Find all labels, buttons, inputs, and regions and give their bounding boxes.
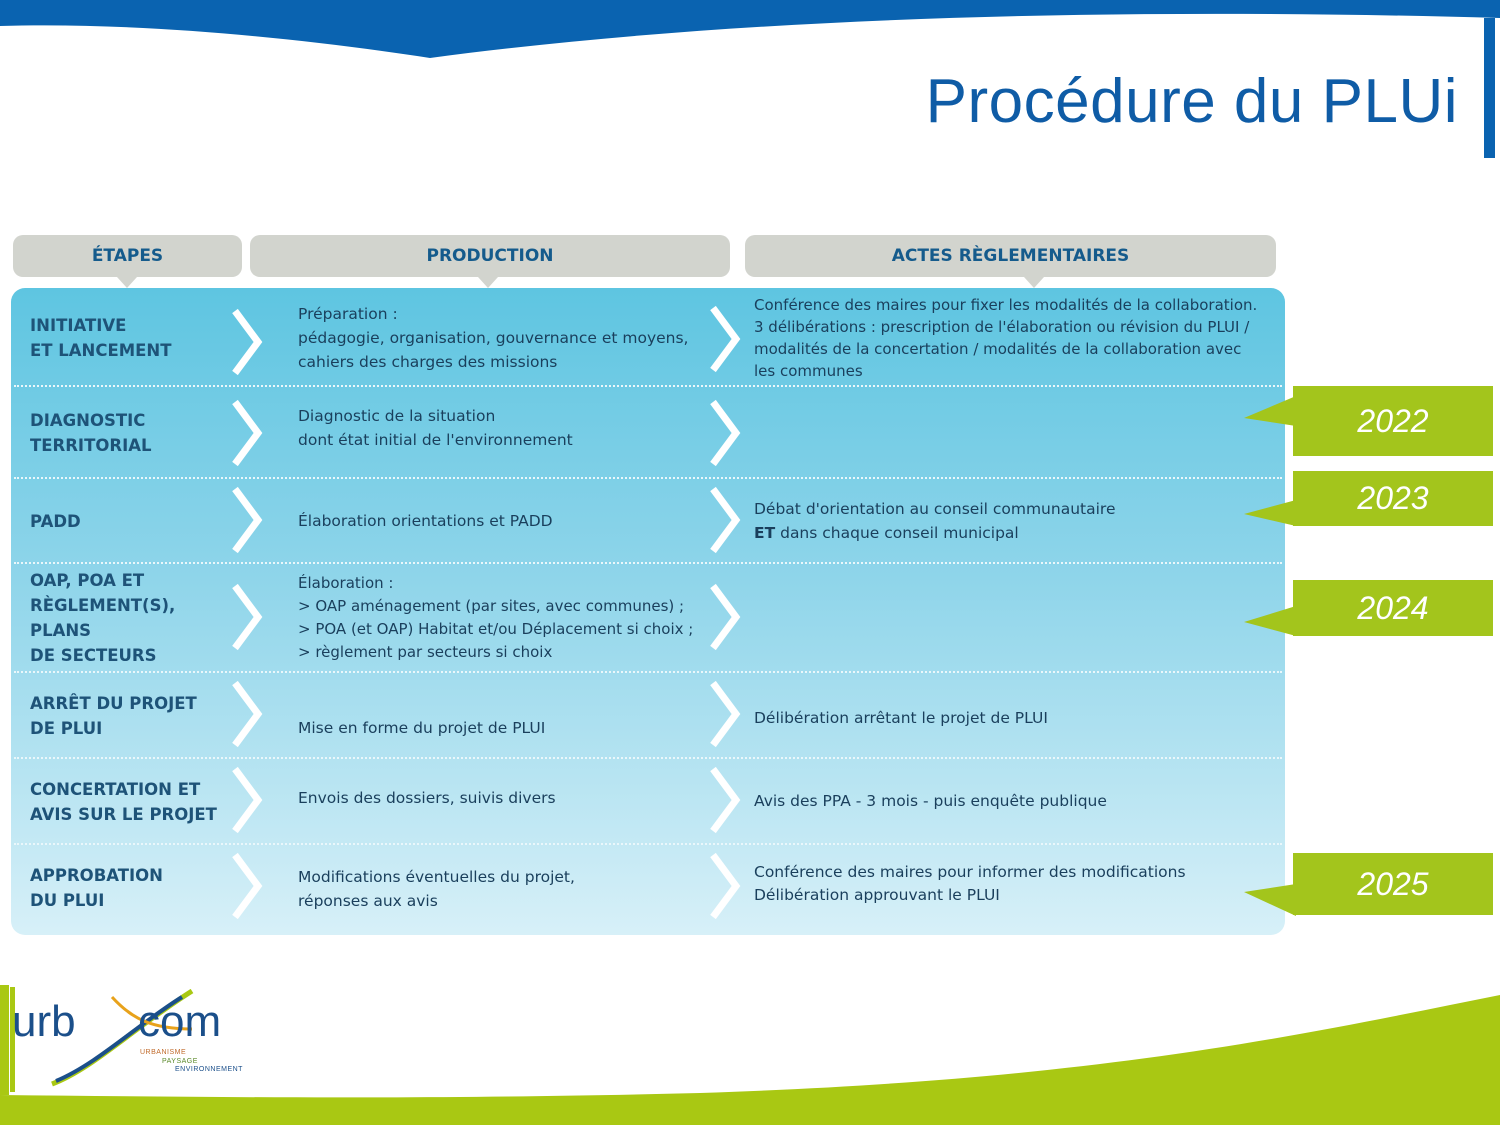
year-pointer xyxy=(1244,498,1296,526)
etape-diagnostic xyxy=(30,388,240,477)
chevron-right-icon xyxy=(708,582,742,652)
chevron-right-icon xyxy=(230,582,264,652)
actes-approbation xyxy=(754,846,1284,922)
header-production-pointer xyxy=(478,277,498,288)
chevron-right-icon xyxy=(708,679,742,749)
production-concertation xyxy=(298,776,708,820)
production-line: > OAP aménagement (par sites, avec communes) ; xyxy=(298,597,685,615)
chevron-right-icon xyxy=(708,398,742,468)
urbycom-logo xyxy=(10,987,260,1092)
chevron-right-icon xyxy=(708,485,742,555)
etape-line: AVIS SUR LE PROJET xyxy=(30,804,217,824)
etape-line: PADD xyxy=(30,511,81,531)
etape-oap xyxy=(30,565,240,671)
year-pointer xyxy=(1244,884,1296,916)
actes-concertation xyxy=(754,779,1284,823)
chevron-right-icon xyxy=(708,851,742,921)
row-separator xyxy=(14,757,1282,759)
etape-padd xyxy=(30,480,240,562)
actes-initiative xyxy=(754,290,1284,385)
production-line: Élaboration orientations et PADD xyxy=(298,512,553,530)
page-title: Procédure du PLUi xyxy=(925,67,1458,136)
chevron-right-icon xyxy=(230,485,264,555)
production-line: Élaboration : xyxy=(298,574,394,592)
etape-line: DE SECTEURS xyxy=(30,646,157,665)
production-line: > règlement par secteurs si choix xyxy=(298,643,553,661)
etape-line: OAP, POA ET xyxy=(30,571,145,590)
etape-line: DE PLUI xyxy=(30,718,103,738)
logo-word-left: urb xyxy=(12,997,76,1046)
year-pointer xyxy=(1244,396,1296,426)
actes-line: Délibération approuvant le PLUI xyxy=(754,886,1000,904)
production-line: cahiers des charges des missions xyxy=(298,352,558,371)
production-line: Modifications éventuelles du projet, xyxy=(298,868,575,886)
actes-bold-et: ET xyxy=(754,524,776,542)
logo-sub-urbanisme: URBANISME xyxy=(140,1049,187,1056)
production-line: Diagnostic de la situation xyxy=(298,407,496,425)
production-arret xyxy=(298,706,708,750)
row-separator xyxy=(14,385,1282,387)
etape-line: DU PLUI xyxy=(30,891,105,910)
header-etapes-pointer xyxy=(117,277,137,288)
etape-line: ET LANCEMENT xyxy=(30,340,172,360)
actes-line: Délibération arrêtant le projet de PLUI xyxy=(754,709,1048,727)
production-line: pédagogie, organisation, gouvernance et moyens, xyxy=(298,328,689,347)
actes-line: modalités de la concertation / modalités de la collaboration avec xyxy=(754,339,1242,358)
actes-line: 3 délibérations : prescription de l'élaboration ou révision du PLUI / xyxy=(754,317,1250,336)
actes-line xyxy=(754,521,1115,545)
header-actes: ACTES RÈGLEMENTAIRES xyxy=(745,235,1276,277)
production-line: Mise en forme du projet de PLUI xyxy=(298,719,546,737)
actes-line-rest: dans chaque conseil municipal xyxy=(775,524,1019,542)
etape-arret xyxy=(30,674,240,757)
etape-line: CONCERTATION ET xyxy=(30,779,201,799)
production-line: dont état initial de l'environnement xyxy=(298,431,573,449)
row-separator xyxy=(14,843,1282,845)
production-padd xyxy=(298,480,708,562)
chevron-right-icon xyxy=(230,307,264,377)
actes-arret xyxy=(754,696,1284,740)
production-initiative xyxy=(298,290,708,385)
logo-word-right: com xyxy=(138,997,222,1046)
production-line: Préparation : xyxy=(298,304,398,323)
chevron-right-icon xyxy=(708,765,742,835)
header-actes-pointer xyxy=(1024,277,1044,288)
year-callout-2022: 2022 xyxy=(1293,386,1493,456)
production-diagnostic xyxy=(298,388,708,484)
chevron-right-icon xyxy=(230,398,264,468)
production-line: réponses aux avis xyxy=(298,892,438,910)
row-separator xyxy=(14,562,1282,564)
etape-initiative xyxy=(30,290,240,385)
chevron-right-icon xyxy=(230,765,264,835)
year-callout-2023: 2023 xyxy=(1293,471,1493,526)
year-callout-2024: 2024 xyxy=(1293,580,1493,636)
logo-sub-environnement: ENVIRONNEMENT xyxy=(175,1066,243,1073)
production-oap xyxy=(298,565,708,671)
production-line: Envois des dossiers, suivis divers xyxy=(298,789,556,807)
etape-line: DIAGNOSTIC xyxy=(30,410,146,430)
etape-line: RÈGLEMENT(S), PLANS xyxy=(30,596,176,640)
actes-line: Conférence des maires pour fixer les modalités de la collaboration. xyxy=(754,295,1258,314)
etape-line: TERRITORIAL xyxy=(30,435,152,455)
chevron-right-icon xyxy=(708,304,742,374)
header-production: PRODUCTION xyxy=(250,235,730,277)
row-separator xyxy=(14,671,1282,673)
actes-line: Conférence des maires pour informer des modifications xyxy=(754,863,1186,881)
chevron-right-icon xyxy=(230,679,264,749)
production-approbation xyxy=(298,850,708,928)
etape-line: APPROBATION xyxy=(30,866,163,885)
logo-sub-paysage: PAYSAGE xyxy=(162,1058,198,1065)
etape-concertation xyxy=(30,760,240,843)
etape-approbation xyxy=(30,846,240,930)
year-pointer xyxy=(1244,606,1296,636)
actes-line: les communes xyxy=(754,361,863,380)
etape-line: ARRÊT DU PROJET xyxy=(30,693,197,713)
etape-line: INITIATIVE xyxy=(30,315,127,335)
actes-line: Débat d'orientation au conseil communautaire xyxy=(754,500,1116,518)
chevron-right-icon xyxy=(230,851,264,921)
actes-line: Avis des PPA - 3 mois - puis enquête publique xyxy=(754,792,1107,810)
header-etapes: ÉTAPES xyxy=(13,235,242,277)
actes-padd xyxy=(754,480,1284,562)
year-callout-2025: 2025 xyxy=(1293,853,1493,915)
production-line: > POA (et OAP) Habitat et/ou Déplacement si choix ; xyxy=(298,620,694,638)
